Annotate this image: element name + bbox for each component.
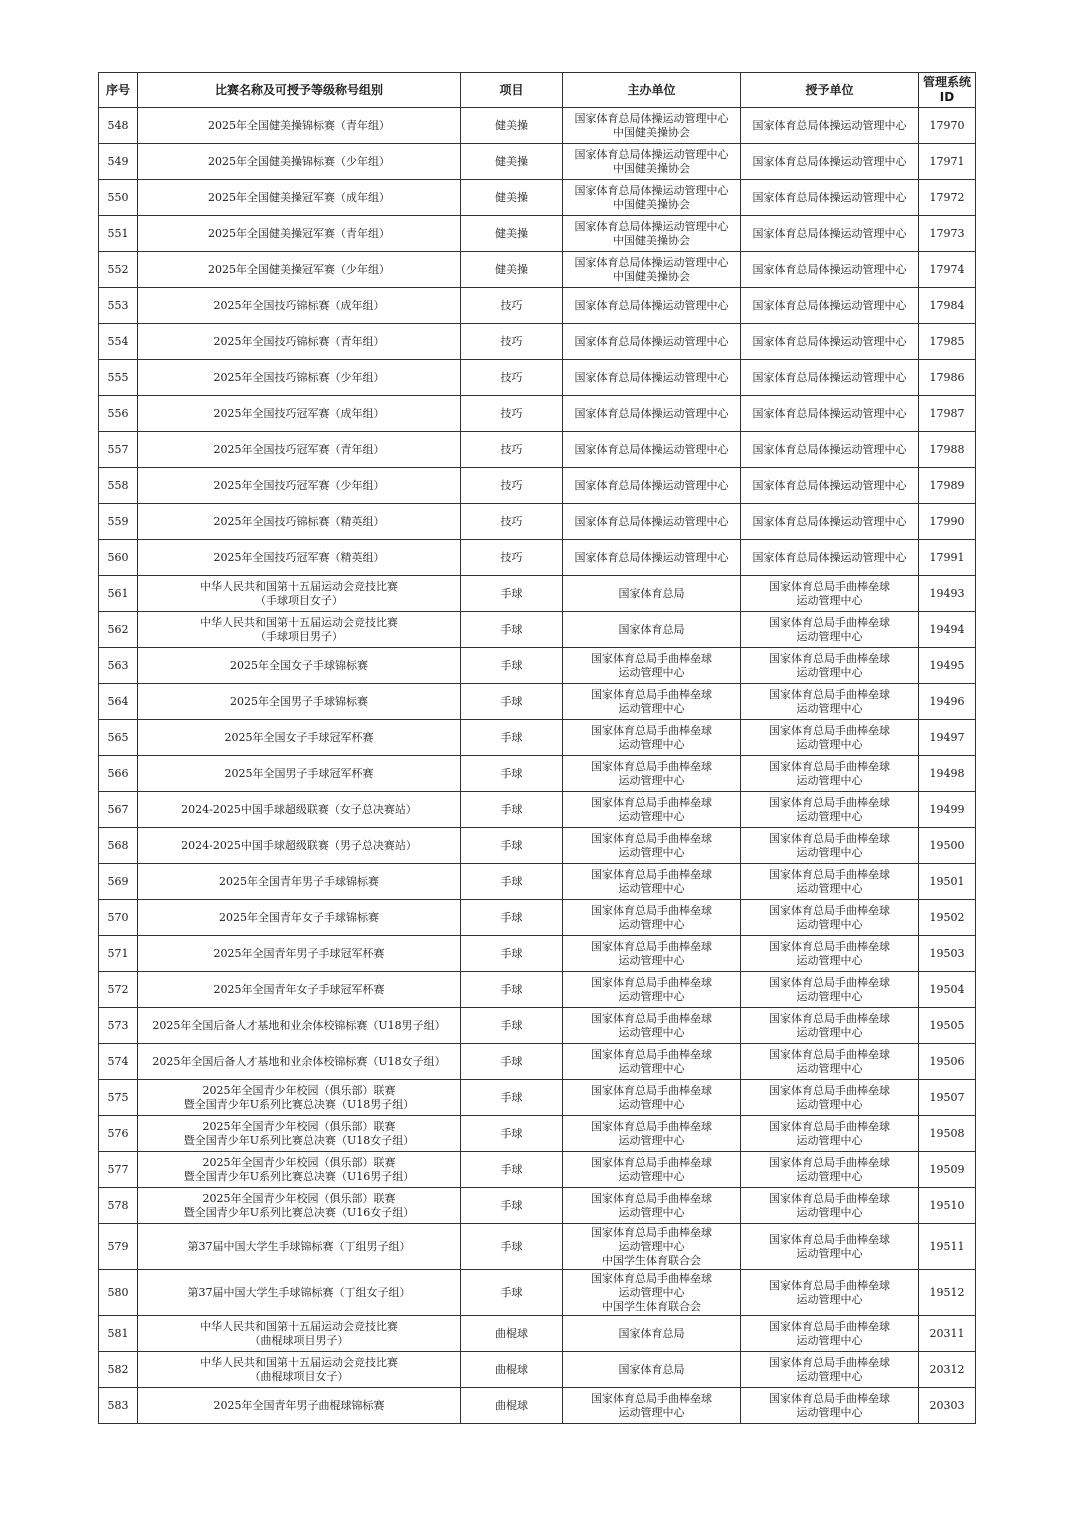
table-row bbox=[99, 252, 976, 288]
cell-name: 2025年全国技巧冠军赛（青年组） bbox=[138, 432, 461, 468]
cell-grant: 国家体育总局手曲棒垒球 运动管理中心 bbox=[741, 792, 919, 828]
cell-name: 2025年全国健美操锦标赛（青年组） bbox=[138, 108, 461, 144]
cell-id: 19511 bbox=[919, 1224, 976, 1270]
header-grant: 授予单位 bbox=[741, 73, 919, 108]
cell-name: 2024-2025中国手球超级联赛（男子总决赛站） bbox=[138, 828, 461, 864]
cell-grant: 国家体育总局手曲棒垒球 运动管理中心 bbox=[741, 828, 919, 864]
table-row bbox=[99, 1152, 976, 1188]
cell-id: 17970 bbox=[919, 108, 976, 144]
cell-name: 中华人民共和国第十五届运动会竞技比赛 （手球项目男子） bbox=[138, 612, 461, 648]
cell-grant: 国家体育总局体操运动管理中心 bbox=[741, 288, 919, 324]
cell-id: 19512 bbox=[919, 1270, 976, 1316]
cell-item: 技巧 bbox=[461, 324, 563, 360]
cell-name: 2025年全国健美操冠军赛（青年组） bbox=[138, 216, 461, 252]
cell-item: 手球 bbox=[461, 1008, 563, 1044]
cell-item: 手球 bbox=[461, 828, 563, 864]
cell-id: 19496 bbox=[919, 684, 976, 720]
cell-grant: 国家体育总局手曲棒垒球 运动管理中心 bbox=[741, 1116, 919, 1152]
cell-grant: 国家体育总局手曲棒垒球 运动管理中心 bbox=[741, 648, 919, 684]
cell-host: 国家体育总局体操运动管理中心 中国健美操协会 bbox=[563, 180, 741, 216]
cell-item: 手球 bbox=[461, 1270, 563, 1316]
cell-seq: 572 bbox=[99, 972, 138, 1008]
cell-name: 中华人民共和国第十五届运动会竞技比赛 （曲棍球项目女子） bbox=[138, 1352, 461, 1388]
cell-seq: 559 bbox=[99, 504, 138, 540]
cell-grant: 国家体育总局手曲棒垒球 运动管理中心 bbox=[741, 1224, 919, 1270]
cell-seq: 578 bbox=[99, 1188, 138, 1224]
table-row bbox=[99, 1270, 976, 1316]
cell-host: 国家体育总局体操运动管理中心 bbox=[563, 432, 741, 468]
cell-item: 手球 bbox=[461, 756, 563, 792]
cell-host: 国家体育总局手曲棒垒球 运动管理中心 bbox=[563, 1008, 741, 1044]
cell-grant: 国家体育总局手曲棒垒球 运动管理中心 bbox=[741, 1270, 919, 1316]
cell-grant: 国家体育总局体操运动管理中心 bbox=[741, 360, 919, 396]
cell-host: 国家体育总局 bbox=[563, 576, 741, 612]
table-row bbox=[99, 360, 976, 396]
cell-seq: 570 bbox=[99, 900, 138, 936]
cell-grant: 国家体育总局体操运动管理中心 bbox=[741, 396, 919, 432]
table-row bbox=[99, 1116, 976, 1152]
cell-name: 2025年全国青年女子手球冠军杯赛 bbox=[138, 972, 461, 1008]
cell-name: 2025年全国技巧锦标赛（成年组） bbox=[138, 288, 461, 324]
cell-host: 国家体育总局手曲棒垒球 运动管理中心 中国学生体育联合会 bbox=[563, 1270, 741, 1316]
cell-seq: 567 bbox=[99, 792, 138, 828]
cell-item: 手球 bbox=[461, 612, 563, 648]
cell-grant: 国家体育总局体操运动管理中心 bbox=[741, 504, 919, 540]
cell-item: 手球 bbox=[461, 936, 563, 972]
cell-seq: 548 bbox=[99, 108, 138, 144]
cell-seq: 564 bbox=[99, 684, 138, 720]
cell-item: 健美操 bbox=[461, 108, 563, 144]
cell-host: 国家体育总局 bbox=[563, 1352, 741, 1388]
cell-name: 2025年全国男子手球锦标赛 bbox=[138, 684, 461, 720]
header-name: 比赛名称及可授予等级称号组别 bbox=[138, 73, 461, 108]
cell-item: 手球 bbox=[461, 1044, 563, 1080]
table-row bbox=[99, 720, 976, 756]
cell-name: 2025年全国青年男子曲棍球锦标赛 bbox=[138, 1388, 461, 1424]
cell-seq: 566 bbox=[99, 756, 138, 792]
cell-name: 2025年全国健美操锦标赛（少年组） bbox=[138, 144, 461, 180]
cell-name: 2025年全国男子手球冠军杯赛 bbox=[138, 756, 461, 792]
cell-id: 17988 bbox=[919, 432, 976, 468]
cell-name: 2025年全国技巧锦标赛（少年组） bbox=[138, 360, 461, 396]
table-row bbox=[99, 324, 976, 360]
table-row bbox=[99, 936, 976, 972]
cell-item: 曲棍球 bbox=[461, 1352, 563, 1388]
cell-name: 2024-2025中国手球超级联赛（女子总决赛站） bbox=[138, 792, 461, 828]
cell-item: 技巧 bbox=[461, 432, 563, 468]
cell-item: 曲棍球 bbox=[461, 1388, 563, 1424]
cell-seq: 556 bbox=[99, 396, 138, 432]
cell-id: 19501 bbox=[919, 864, 976, 900]
cell-grant: 国家体育总局体操运动管理中心 bbox=[741, 468, 919, 504]
cell-item: 健美操 bbox=[461, 216, 563, 252]
cell-seq: 561 bbox=[99, 576, 138, 612]
cell-host: 国家体育总局体操运动管理中心 bbox=[563, 468, 741, 504]
cell-host: 国家体育总局体操运动管理中心 bbox=[563, 324, 741, 360]
cell-grant: 国家体育总局体操运动管理中心 bbox=[741, 324, 919, 360]
cell-seq: 579 bbox=[99, 1224, 138, 1270]
table-row bbox=[99, 648, 976, 684]
cell-id: 19494 bbox=[919, 612, 976, 648]
cell-item: 健美操 bbox=[461, 144, 563, 180]
cell-id: 17973 bbox=[919, 216, 976, 252]
cell-host: 国家体育总局手曲棒垒球 运动管理中心 bbox=[563, 1080, 741, 1116]
cell-name: 2025年全国后备人才基地和业余体校锦标赛（U18男子组） bbox=[138, 1008, 461, 1044]
cell-seq: 576 bbox=[99, 1116, 138, 1152]
cell-grant: 国家体育总局手曲棒垒球 运动管理中心 bbox=[741, 1352, 919, 1388]
cell-grant: 国家体育总局手曲棒垒球 运动管理中心 bbox=[741, 720, 919, 756]
cell-item: 手球 bbox=[461, 900, 563, 936]
cell-seq: 569 bbox=[99, 864, 138, 900]
cell-seq: 571 bbox=[99, 936, 138, 972]
cell-host: 国家体育总局手曲棒垒球 运动管理中心 bbox=[563, 972, 741, 1008]
table-row bbox=[99, 504, 976, 540]
cell-name: 2025年全国青少年校园（俱乐部）联赛 暨全国青少年U系列比赛总决赛（U18女子组） bbox=[138, 1116, 461, 1152]
cell-item: 技巧 bbox=[461, 396, 563, 432]
cell-host: 国家体育总局手曲棒垒球 运动管理中心 bbox=[563, 828, 741, 864]
table-row bbox=[99, 108, 976, 144]
table-row bbox=[99, 216, 976, 252]
cell-grant: 国家体育总局体操运动管理中心 bbox=[741, 144, 919, 180]
cell-id: 19499 bbox=[919, 792, 976, 828]
table-row bbox=[99, 468, 976, 504]
cell-host: 国家体育总局体操运动管理中心 bbox=[563, 360, 741, 396]
cell-item: 手球 bbox=[461, 576, 563, 612]
cell-grant: 国家体育总局手曲棒垒球 运动管理中心 bbox=[741, 1388, 919, 1424]
cell-grant: 国家体育总局手曲棒垒球 运动管理中心 bbox=[741, 1188, 919, 1224]
table-row bbox=[99, 1388, 976, 1424]
cell-seq: 580 bbox=[99, 1270, 138, 1316]
cell-grant: 国家体育总局体操运动管理中心 bbox=[741, 540, 919, 576]
competition-table bbox=[98, 72, 976, 1424]
cell-item: 手球 bbox=[461, 972, 563, 1008]
table-row bbox=[99, 972, 976, 1008]
cell-id: 19493 bbox=[919, 576, 976, 612]
cell-host: 国家体育总局手曲棒垒球 运动管理中心 bbox=[563, 1188, 741, 1224]
table-body bbox=[99, 108, 976, 1424]
cell-item: 技巧 bbox=[461, 468, 563, 504]
cell-id: 17974 bbox=[919, 252, 976, 288]
table-row bbox=[99, 432, 976, 468]
cell-id: 17984 bbox=[919, 288, 976, 324]
cell-name: 2025年全国技巧冠军赛（精英组） bbox=[138, 540, 461, 576]
header-item: 项目 bbox=[461, 73, 563, 108]
cell-grant: 国家体育总局手曲棒垒球 运动管理中心 bbox=[741, 1316, 919, 1352]
header-host: 主办单位 bbox=[563, 73, 741, 108]
table-row bbox=[99, 828, 976, 864]
table-row bbox=[99, 540, 976, 576]
cell-item: 手球 bbox=[461, 684, 563, 720]
cell-grant: 国家体育总局体操运动管理中心 bbox=[741, 180, 919, 216]
cell-id: 19508 bbox=[919, 1116, 976, 1152]
cell-host: 国家体育总局体操运动管理中心 bbox=[563, 396, 741, 432]
cell-host: 国家体育总局体操运动管理中心 bbox=[563, 504, 741, 540]
cell-name: 2025年全国青年男子手球锦标赛 bbox=[138, 864, 461, 900]
table-row bbox=[99, 1352, 976, 1388]
cell-item: 手球 bbox=[461, 1188, 563, 1224]
table-row bbox=[99, 144, 976, 180]
table-row bbox=[99, 612, 976, 648]
cell-seq: 573 bbox=[99, 1008, 138, 1044]
table-row bbox=[99, 1080, 976, 1116]
cell-item: 技巧 bbox=[461, 288, 563, 324]
cell-name: 2025年全国健美操冠军赛（少年组） bbox=[138, 252, 461, 288]
cell-grant: 国家体育总局体操运动管理中心 bbox=[741, 216, 919, 252]
cell-seq: 581 bbox=[99, 1316, 138, 1352]
cell-id: 17990 bbox=[919, 504, 976, 540]
cell-item: 技巧 bbox=[461, 504, 563, 540]
table-row bbox=[99, 1188, 976, 1224]
cell-seq: 565 bbox=[99, 720, 138, 756]
cell-item: 手球 bbox=[461, 1116, 563, 1152]
cell-seq: 558 bbox=[99, 468, 138, 504]
cell-name: 2025年全国技巧冠军赛（少年组） bbox=[138, 468, 461, 504]
cell-grant: 国家体育总局手曲棒垒球 运动管理中心 bbox=[741, 1080, 919, 1116]
cell-grant: 国家体育总局手曲棒垒球 运动管理中心 bbox=[741, 900, 919, 936]
cell-item: 健美操 bbox=[461, 180, 563, 216]
cell-seq: 583 bbox=[99, 1388, 138, 1424]
cell-grant: 国家体育总局手曲棒垒球 运动管理中心 bbox=[741, 972, 919, 1008]
cell-name: 第37届中国大学生手球锦标赛（丁组男子组） bbox=[138, 1224, 461, 1270]
cell-grant: 国家体育总局手曲棒垒球 运动管理中心 bbox=[741, 576, 919, 612]
cell-seq: 555 bbox=[99, 360, 138, 396]
table-row bbox=[99, 900, 976, 936]
cell-seq: 568 bbox=[99, 828, 138, 864]
cell-id: 19506 bbox=[919, 1044, 976, 1080]
cell-host: 国家体育总局手曲棒垒球 运动管理中心 bbox=[563, 864, 741, 900]
cell-seq: 577 bbox=[99, 1152, 138, 1188]
cell-host: 国家体育总局手曲棒垒球 运动管理中心 bbox=[563, 648, 741, 684]
cell-item: 手球 bbox=[461, 720, 563, 756]
cell-id: 17991 bbox=[919, 540, 976, 576]
cell-grant: 国家体育总局手曲棒垒球 运动管理中心 bbox=[741, 684, 919, 720]
cell-id: 19498 bbox=[919, 756, 976, 792]
cell-name: 2025年全国青少年校园（俱乐部）联赛 暨全国青少年U系列比赛总决赛（U16女子组） bbox=[138, 1188, 461, 1224]
cell-grant: 国家体育总局手曲棒垒球 运动管理中心 bbox=[741, 756, 919, 792]
cell-seq: 550 bbox=[99, 180, 138, 216]
cell-id: 19503 bbox=[919, 936, 976, 972]
cell-host: 国家体育总局体操运动管理中心 bbox=[563, 288, 741, 324]
cell-id: 17985 bbox=[919, 324, 976, 360]
cell-host: 国家体育总局体操运动管理中心 中国健美操协会 bbox=[563, 108, 741, 144]
cell-id: 17989 bbox=[919, 468, 976, 504]
cell-name: 2025年全国青年女子手球锦标赛 bbox=[138, 900, 461, 936]
cell-item: 手球 bbox=[461, 1152, 563, 1188]
cell-name: 2025年全国技巧锦标赛（青年组） bbox=[138, 324, 461, 360]
cell-id: 20303 bbox=[919, 1388, 976, 1424]
cell-host: 国家体育总局手曲棒垒球 运动管理中心 bbox=[563, 936, 741, 972]
cell-host: 国家体育总局 bbox=[563, 1316, 741, 1352]
cell-name: 中华人民共和国第十五届运动会竞技比赛 （手球项目女子） bbox=[138, 576, 461, 612]
cell-name: 2025年全国女子手球冠军杯赛 bbox=[138, 720, 461, 756]
cell-name: 2025年全国女子手球锦标赛 bbox=[138, 648, 461, 684]
cell-id: 17971 bbox=[919, 144, 976, 180]
cell-seq: 582 bbox=[99, 1352, 138, 1388]
cell-seq: 560 bbox=[99, 540, 138, 576]
cell-name: 2025年全国后备人才基地和业余体校锦标赛（U18女子组） bbox=[138, 1044, 461, 1080]
cell-name: 2025年全国青年男子手球冠军杯赛 bbox=[138, 936, 461, 972]
cell-id: 19509 bbox=[919, 1152, 976, 1188]
cell-grant: 国家体育总局手曲棒垒球 运动管理中心 bbox=[741, 612, 919, 648]
cell-id: 19500 bbox=[919, 828, 976, 864]
cell-grant: 国家体育总局手曲棒垒球 运动管理中心 bbox=[741, 936, 919, 972]
cell-item: 技巧 bbox=[461, 360, 563, 396]
cell-host: 国家体育总局手曲棒垒球 运动管理中心 bbox=[563, 756, 741, 792]
cell-seq: 563 bbox=[99, 648, 138, 684]
cell-host: 国家体育总局手曲棒垒球 运动管理中心 bbox=[563, 792, 741, 828]
cell-grant: 国家体育总局体操运动管理中心 bbox=[741, 108, 919, 144]
table-row bbox=[99, 864, 976, 900]
table-row bbox=[99, 180, 976, 216]
cell-grant: 国家体育总局手曲棒垒球 运动管理中心 bbox=[741, 1152, 919, 1188]
cell-id: 19502 bbox=[919, 900, 976, 936]
cell-host: 国家体育总局手曲棒垒球 运动管理中心 bbox=[563, 720, 741, 756]
cell-id: 19507 bbox=[919, 1080, 976, 1116]
cell-name: 2025年全国青少年校园（俱乐部）联赛 暨全国青少年U系列比赛总决赛（U18男子组） bbox=[138, 1080, 461, 1116]
table-row bbox=[99, 756, 976, 792]
cell-item: 手球 bbox=[461, 1224, 563, 1270]
cell-seq: 557 bbox=[99, 432, 138, 468]
cell-item: 手球 bbox=[461, 648, 563, 684]
cell-item: 手球 bbox=[461, 864, 563, 900]
cell-seq: 549 bbox=[99, 144, 138, 180]
cell-grant: 国家体育总局体操运动管理中心 bbox=[741, 252, 919, 288]
table-row bbox=[99, 1044, 976, 1080]
cell-seq: 553 bbox=[99, 288, 138, 324]
cell-seq: 554 bbox=[99, 324, 138, 360]
cell-host: 国家体育总局手曲棒垒球 运动管理中心 bbox=[563, 1388, 741, 1424]
cell-name: 2025年全国技巧冠军赛（成年组） bbox=[138, 396, 461, 432]
cell-name: 2025年全国青少年校园（俱乐部）联赛 暨全国青少年U系列比赛总决赛（U16男子组） bbox=[138, 1152, 461, 1188]
cell-seq: 552 bbox=[99, 252, 138, 288]
cell-id: 19495 bbox=[919, 648, 976, 684]
table-row bbox=[99, 396, 976, 432]
cell-name: 2025年全国技巧锦标赛（精英组） bbox=[138, 504, 461, 540]
cell-name: 第37届中国大学生手球锦标赛（丁组女子组） bbox=[138, 1270, 461, 1316]
cell-id: 19497 bbox=[919, 720, 976, 756]
cell-seq: 574 bbox=[99, 1044, 138, 1080]
cell-id: 20311 bbox=[919, 1316, 976, 1352]
table-row bbox=[99, 684, 976, 720]
header-seq: 序号 bbox=[99, 73, 138, 108]
cell-host: 国家体育总局体操运动管理中心 bbox=[563, 540, 741, 576]
cell-name: 中华人民共和国第十五届运动会竞技比赛 （曲棍球项目男子） bbox=[138, 1316, 461, 1352]
cell-seq: 575 bbox=[99, 1080, 138, 1116]
cell-grant: 国家体育总局手曲棒垒球 运动管理中心 bbox=[741, 1044, 919, 1080]
cell-grant: 国家体育总局手曲棒垒球 运动管理中心 bbox=[741, 864, 919, 900]
cell-host: 国家体育总局手曲棒垒球 运动管理中心 bbox=[563, 1152, 741, 1188]
table-row bbox=[99, 1008, 976, 1044]
cell-id: 19504 bbox=[919, 972, 976, 1008]
cell-host: 国家体育总局手曲棒垒球 运动管理中心 bbox=[563, 684, 741, 720]
table-row bbox=[99, 1224, 976, 1270]
cell-id: 20312 bbox=[919, 1352, 976, 1388]
cell-host: 国家体育总局手曲棒垒球 运动管理中心 bbox=[563, 1116, 741, 1152]
cell-item: 曲棍球 bbox=[461, 1316, 563, 1352]
cell-grant: 国家体育总局体操运动管理中心 bbox=[741, 432, 919, 468]
table-row bbox=[99, 1316, 976, 1352]
cell-host: 国家体育总局手曲棒垒球 运动管理中心 bbox=[563, 1044, 741, 1080]
cell-name: 2025年全国健美操冠军赛（成年组） bbox=[138, 180, 461, 216]
cell-id: 19510 bbox=[919, 1188, 976, 1224]
table-row bbox=[99, 576, 976, 612]
cell-item: 手球 bbox=[461, 1080, 563, 1116]
cell-seq: 562 bbox=[99, 612, 138, 648]
cell-id: 17986 bbox=[919, 360, 976, 396]
cell-id: 19505 bbox=[919, 1008, 976, 1044]
cell-host: 国家体育总局手曲棒垒球 运动管理中心 bbox=[563, 900, 741, 936]
cell-host: 国家体育总局体操运动管理中心 中国健美操协会 bbox=[563, 216, 741, 252]
table-row bbox=[99, 792, 976, 828]
table-row bbox=[99, 288, 976, 324]
header-id: 管理系统 ID bbox=[919, 73, 976, 108]
cell-host: 国家体育总局手曲棒垒球 运动管理中心 中国学生体育联合会 bbox=[563, 1224, 741, 1270]
header-row bbox=[99, 73, 976, 108]
cell-host: 国家体育总局体操运动管理中心 中国健美操协会 bbox=[563, 144, 741, 180]
cell-id: 17987 bbox=[919, 396, 976, 432]
cell-id: 17972 bbox=[919, 180, 976, 216]
cell-host: 国家体育总局体操运动管理中心 中国健美操协会 bbox=[563, 252, 741, 288]
cell-host: 国家体育总局 bbox=[563, 612, 741, 648]
cell-item: 健美操 bbox=[461, 252, 563, 288]
cell-item: 手球 bbox=[461, 792, 563, 828]
cell-seq: 551 bbox=[99, 216, 138, 252]
cell-item: 技巧 bbox=[461, 540, 563, 576]
cell-grant: 国家体育总局手曲棒垒球 运动管理中心 bbox=[741, 1008, 919, 1044]
